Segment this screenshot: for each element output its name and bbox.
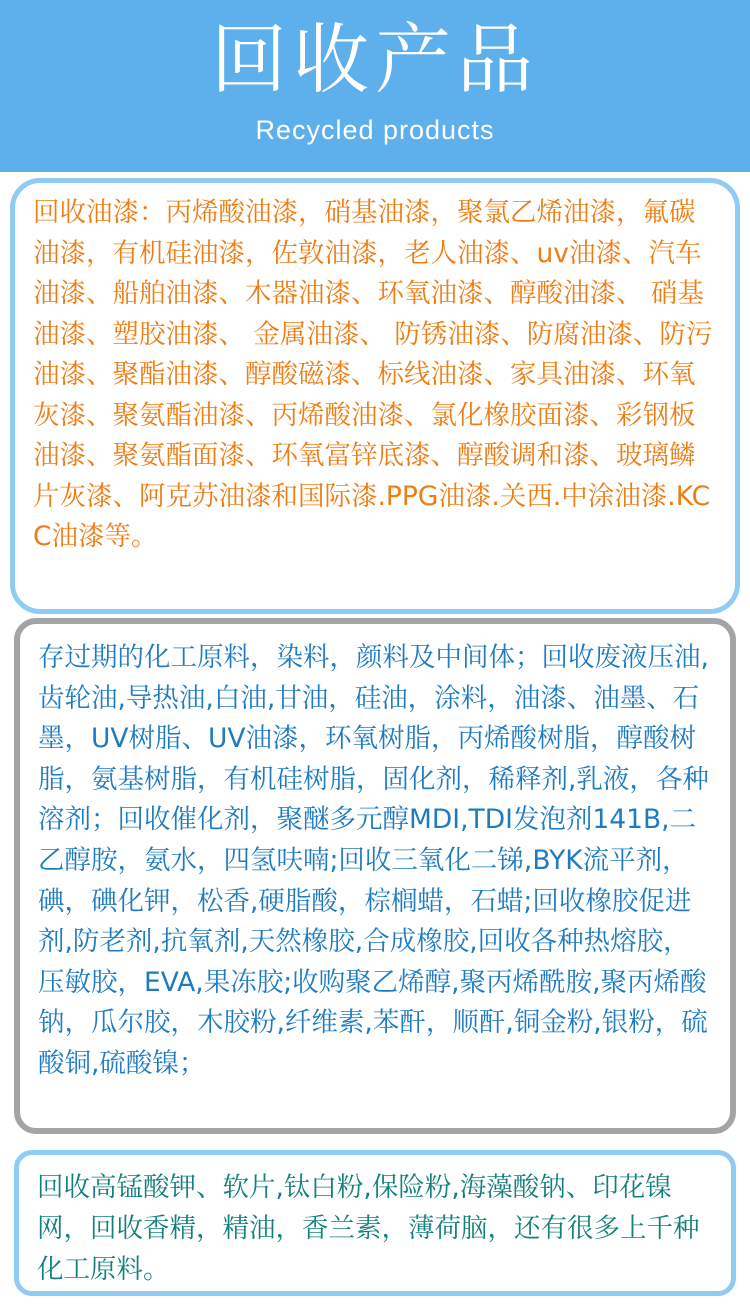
- other-chemicals-text: 回收高锰酸钾、软片,钛白粉,保险粉,海藻酸钠、印花镍网，回收香精，精油，香兰素，薄荷脑，还有很多上千种化工原料。: [37, 1172, 700, 1285]
- header-banner: [0, 0, 750, 172]
- other-chemicals-box: [14, 1150, 736, 1296]
- paint-recycling-box: [10, 178, 740, 614]
- page-subtitle: Recycled products: [255, 115, 495, 145]
- page-title: 回收产品: [211, 15, 539, 104]
- paint-recycling-text: 回收油漆：丙烯酸油漆，硝基油漆，聚氯乙烯油漆，氟碳油漆，有机硅油漆，佐敦油漆，老人油漆、uv油漆、汽车油漆、船舶油漆、木器油漆、环氧油漆、醇酸油漆、 硝基油漆、塑胶油漆、 金属油漆、 防锈油漆、防腐油漆、防污油漆、聚酯油漆、醇酸磁漆、标线油漆、家具油漆、环氧灰漆、聚氨酯油漆、丙烯酸油漆、氯化橡胶面漆、彩钢板油漆、聚氨酯面漆、环氧富锌底漆、醇酸调和漆、玻璃鳞片灰漆、阿克苏油漆和国际漆.PPG油漆.关西.中涂油漆.KCC油漆等。: [33, 197, 713, 552]
- chemical-materials-text: 存过期的化工原料，染料，颜料及中间体；回收废液压油,齿轮油,导热油,白油,甘油，硅油，涂料，油漆、油墨、石墨，UV树脂、UV油漆，环氧树脂，丙烯酸树脂，醇酸树脂，氨基树脂，有机硅树脂，固化剂，稀释剂,乳液，各种溶剂；回收催化剂，聚醚多元醇MDI,TDI发泡剂141B,二乙醇胺，氨水，四氢呋喃;回收三氧化二锑,BYK流平剂，碘，碘化钾，松香,硬脂酸，棕榈蜡，石蜡;回收橡胶促进剂,防老剂,抗氧剂,天然橡胶,合成橡胶,回收各种热熔胶，压敏胶，EVA,果冻胶;收购聚乙烯醇,聚丙烯酰胺,聚丙烯酸钠，瓜尔胶，木胶粉,纤维素,苯酐，顺酐,铜金粉,银粉，硫酸铜,硫酸镍；: [38, 642, 709, 1079]
- chemical-materials-box: [14, 618, 736, 1134]
